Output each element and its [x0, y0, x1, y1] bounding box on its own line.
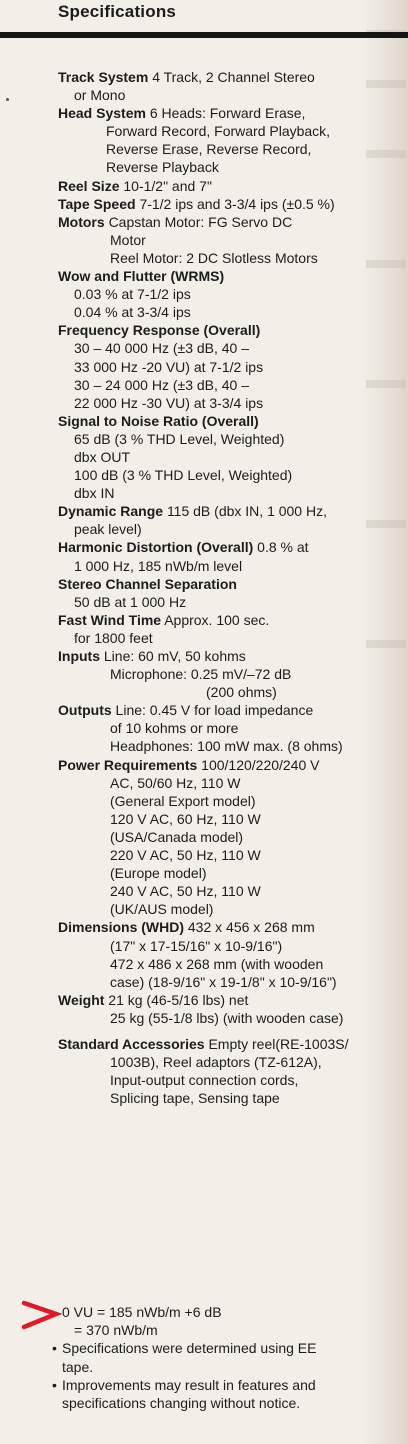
spec-value: 115 dB (dbx IN, 1 000 Hz,: [166, 503, 327, 520]
spec-value: 1 000 Hz, 185 nWb/m level: [74, 557, 243, 574]
spec-label: Stereo Channel Separation: [58, 575, 237, 592]
bullet-icon: •: [52, 1340, 57, 1357]
footnote-text: specifications changing without notice.: [62, 1395, 301, 1412]
spec-value: Splicing tape, Sensing tape: [110, 1090, 280, 1107]
footnote-text: Improvements may result in features and: [62, 1376, 316, 1393]
spec-value: 30 – 24 000 Hz (±3 dB, 40 –: [74, 376, 250, 393]
spec-value: Headphones: 100 mW max. (8 ohms): [110, 738, 343, 755]
spec-label: Head System: [58, 105, 146, 122]
spec-label: Harmonic Distortion (Overall): [58, 539, 254, 556]
spec-harmonic-distortion: [58, 538, 394, 574]
heading-rule: [0, 32, 408, 38]
footnote-improvements: [52, 1376, 392, 1412]
spec-value: (200 ohms): [206, 684, 277, 701]
spec-value: 30 – 40 000 Hz (±3 dB, 40 –: [74, 340, 250, 357]
spec-label: Weight: [58, 991, 105, 1008]
spec-label: Dimensions (WHD): [58, 919, 184, 936]
spec-value: Capstan Motor: FG Servo DC: [108, 213, 293, 230]
spec-value: 50 dB at 1 000 Hz: [74, 593, 187, 610]
spec-value: (UK/AUS model): [110, 901, 214, 918]
spec-value: peak level): [74, 521, 142, 538]
spec-value: of 10 kohms or more: [110, 720, 239, 737]
spec-value: 100 dB (3 % THD Level, Weighted): [74, 467, 293, 484]
spec-outputs: [58, 701, 394, 755]
spec-value: (USA/Canada model): [110, 828, 244, 845]
spec-value: 0.03 % at 7-1/2 ips: [74, 286, 191, 303]
spec-value: Input-output connection cords,: [110, 1072, 299, 1089]
spec-value: Empty reel(RE-1003S/: [208, 1035, 349, 1052]
spec-value: (General Export model): [110, 792, 256, 809]
spec-value: 65 dB (3 % THD Level, Weighted): [74, 430, 285, 447]
spec-label: Reel Size: [58, 177, 120, 194]
spec-head-system: [58, 104, 394, 176]
spec-standard-accessories: [58, 1035, 394, 1107]
spec-value: dbx IN: [74, 485, 115, 502]
footnote-text: Specifications were determined using EE: [62, 1340, 317, 1357]
spec-value: 120 V AC, 60 Hz, 110 W: [110, 810, 261, 827]
spec-signal-to-noise: [58, 412, 394, 502]
spec-label: Signal to Noise Ratio (Overall): [58, 412, 259, 429]
spec-value: Line: 60 mV, 50 kohms: [103, 648, 246, 664]
footnote-ee-tape: [52, 1339, 392, 1375]
stray-dot: [6, 98, 9, 101]
spec-value: AC, 50/60 Hz, 110 W: [110, 774, 241, 791]
spec-wow-flutter: [58, 267, 394, 321]
spec-value: 220 V AC, 50 Hz, 110 W: [110, 847, 261, 864]
spec-value: (Europe model): [110, 865, 207, 882]
spec-channel-separation: [58, 575, 394, 611]
specifications-list: [58, 68, 394, 1107]
spec-label: Tape Speed: [58, 195, 136, 212]
spec-value: 0.8 % at: [257, 539, 309, 556]
spec-value: Line: 0.45 V for load impedance: [115, 702, 314, 719]
spec-inputs: [58, 647, 394, 701]
spec-value: 100/120/220/240 V: [201, 756, 320, 773]
spec-value: 33 000 Hz -20 VU) at 7-1/2 ips: [74, 358, 264, 375]
vu-reference-line2: = 370 nWb/m: [74, 1322, 158, 1339]
spec-label: Fast Wind Time: [58, 611, 162, 628]
bullet-icon: •: [52, 1376, 57, 1393]
spec-track-system: [58, 68, 394, 104]
spec-power-requirements: [58, 756, 394, 919]
spec-label: Outputs: [58, 702, 112, 719]
spec-value: 25 kg (55-1/8 lbs) (with wooden case): [110, 1009, 344, 1026]
spec-value: 1003B), Reel adaptors (TZ-612A),: [110, 1054, 322, 1071]
spec-value: Approx. 100 sec.: [164, 611, 270, 628]
spec-value: 10-1/2" and 7": [123, 177, 212, 194]
spec-value: 7-1/2 ips and 3-3/4 ips (±0.5 %): [139, 195, 335, 212]
spec-value: (17" x 17-15/16" x 10-9/16"): [110, 937, 283, 954]
spec-label: Frequency Response (Overall): [58, 322, 261, 339]
footnotes: [52, 1303, 392, 1412]
spec-reel-size: [58, 177, 394, 195]
spec-value: Reverse Erase, Reverse Record,: [106, 141, 312, 158]
spec-value: Reverse Playback: [106, 159, 219, 176]
spec-value: Reel Motor: 2 DC Slotless Motors: [110, 249, 318, 266]
spec-label: Track System: [58, 69, 149, 85]
spec-dynamic-range: [58, 502, 394, 538]
vu-reference-line1: 0 VU = 185 nWb/m +6 dB: [62, 1304, 222, 1320]
spec-value: or Mono: [74, 87, 126, 104]
page-title: Specifications: [58, 2, 177, 21]
spec-value: for 1800 feet: [74, 629, 153, 646]
spec-value: dbx OUT: [74, 448, 131, 465]
spec-value: case) (18-9/16" x 19-1/8" x 10-9/16"): [110, 973, 337, 990]
spec-label: Wow and Flutter (WRMS): [58, 268, 225, 285]
spec-value: Motor: [110, 231, 146, 248]
spec-fast-wind-time: [58, 611, 394, 647]
spec-value: 0.04 % at 3-3/4 ips: [74, 304, 191, 321]
spec-label: Inputs: [58, 648, 100, 664]
spec-value: 22 000 Hz -30 VU) at 3-3/4 ips: [74, 394, 264, 411]
spec-tape-speed: [58, 195, 394, 213]
spec-value: 4 Track, 2 Channel Stereo: [152, 69, 315, 85]
footnote-text: tape.: [62, 1358, 94, 1375]
spec-motors: [58, 213, 394, 267]
spec-value: 21 kg (46-5/16 lbs) net: [108, 991, 249, 1008]
spec-value: Forward Record, Forward Playback,: [106, 123, 331, 140]
spec-value: 472 x 486 x 268 mm (with wooden: [110, 955, 324, 972]
spec-frequency-response: [58, 321, 394, 411]
spec-label: Standard Accessories: [58, 1035, 205, 1052]
spec-value: Microphone: 0.25 mV/–72 dB: [110, 666, 292, 683]
spec-value: 240 V AC, 50 Hz, 110 W: [110, 883, 261, 900]
spec-label: Dynamic Range: [58, 503, 164, 520]
spec-value: 6 Heads: Forward Erase,: [149, 105, 306, 122]
spec-dimensions: [58, 918, 394, 990]
spec-label: Power Requirements: [58, 756, 198, 773]
spec-label: Motors: [58, 213, 105, 230]
spec-value: 432 x 456 x 268 mm: [187, 919, 315, 936]
spec-weight: [58, 991, 394, 1027]
